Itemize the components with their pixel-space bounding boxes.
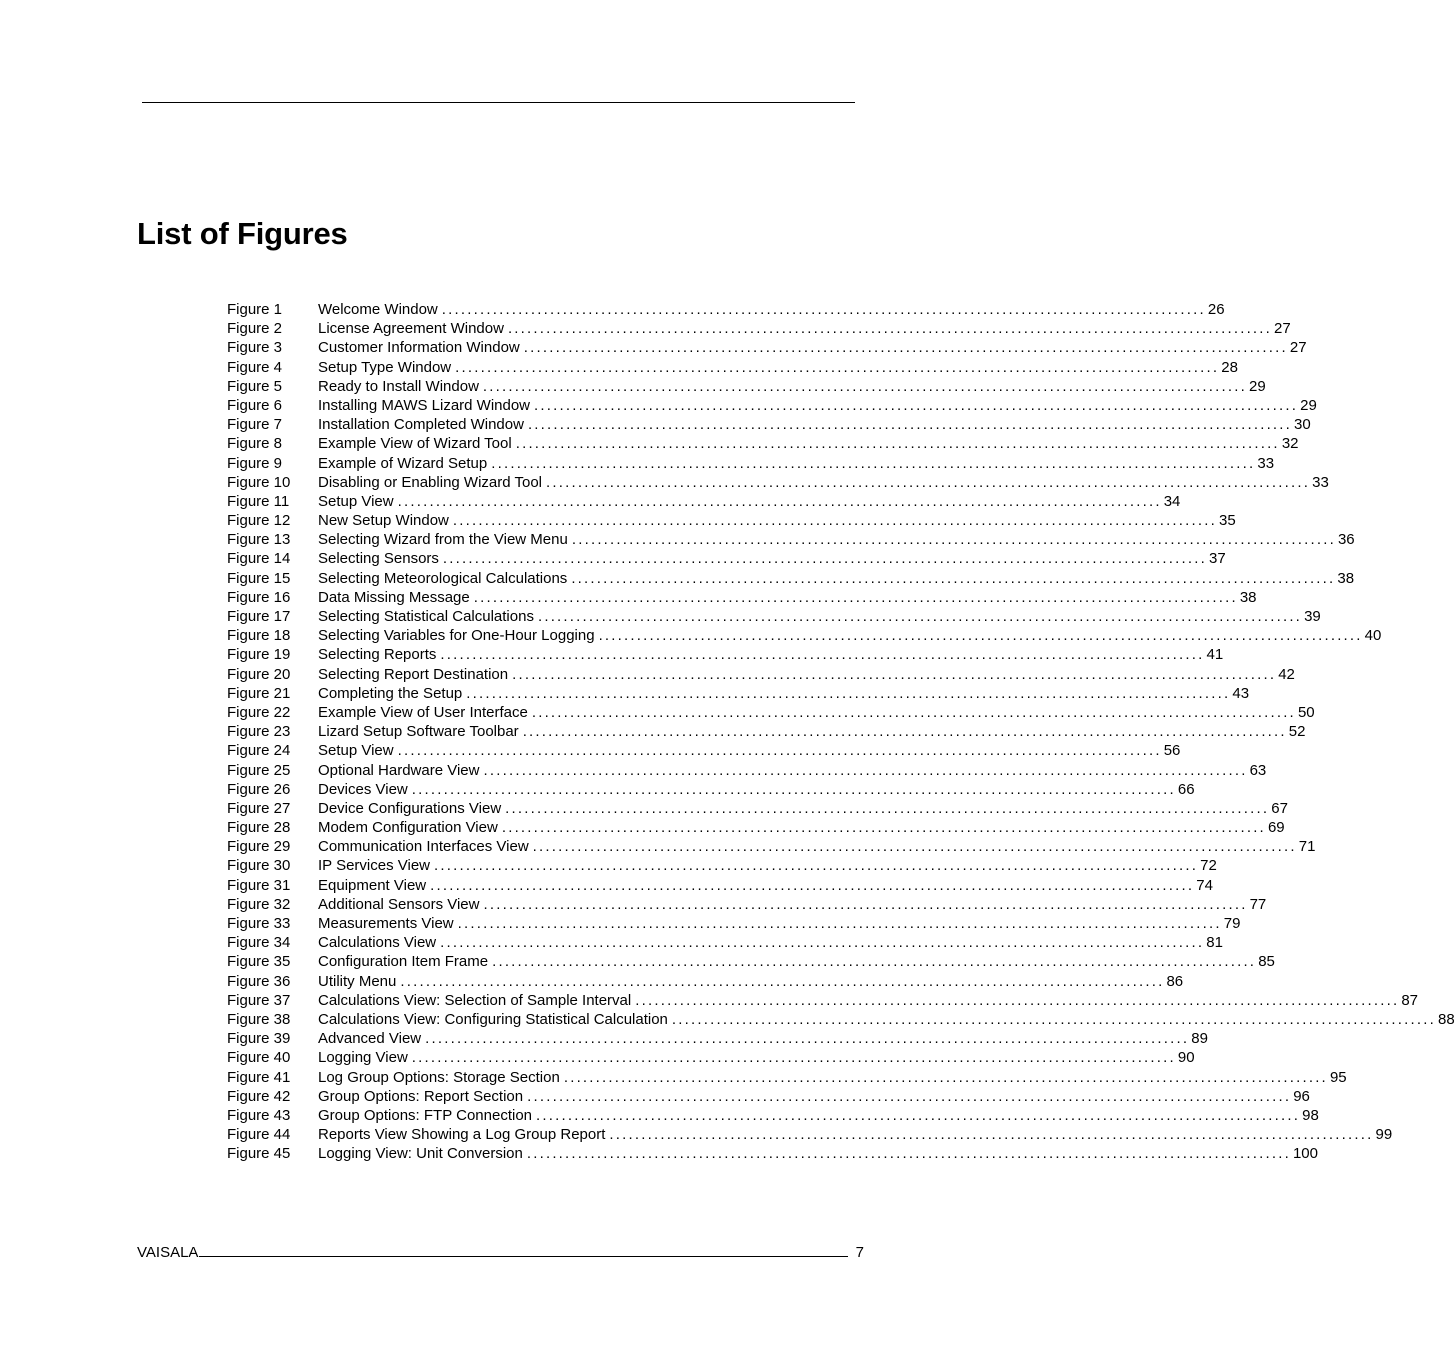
dot-leader: ........................................................................................................................ [507, 320, 1273, 338]
figure-number: Figure 19 [227, 646, 291, 664]
figure-entry[interactable] [227, 1087, 1310, 1106]
figure-title: Customer Information Window [318, 339, 520, 357]
figure-title: Ready to Install Window [318, 377, 479, 395]
figure-entry[interactable] [227, 511, 1236, 530]
figure-entry[interactable] [227, 607, 1321, 626]
figure-entry[interactable] [227, 703, 1315, 722]
figure-title: Selecting Wizard from the View Menu [318, 531, 568, 549]
page-title: List of Figures [137, 216, 348, 251]
dot-leader: ........................................................................................................................ [598, 627, 1363, 645]
figure-title: Example of Wizard Setup [318, 454, 488, 472]
figure-page-number: 29 [1300, 396, 1317, 414]
figure-entry[interactable] [227, 1125, 1393, 1144]
figure-title: Setup Type Window [318, 358, 452, 376]
dot-leader: ........................................................................................................................ [397, 742, 1162, 760]
dot-leader: ........................................................................................................................ [440, 934, 1205, 952]
figure-number: Figure 23 [227, 723, 291, 741]
figure-number: Figure 12 [227, 512, 291, 530]
figure-number: Figure 33 [227, 915, 291, 932]
figure-page-number: 96 [1293, 1087, 1310, 1105]
figure-title: Selecting Meteorological Calculations [318, 569, 568, 587]
figure-number: Figure 8 [227, 435, 283, 453]
figure-entry[interactable] [227, 722, 1306, 741]
figure-entry[interactable] [227, 933, 1223, 952]
dot-leader: ........................................................................................................................ [466, 684, 1231, 702]
figure-page-number: 33 [1312, 473, 1329, 491]
figure-number: Figure 27 [227, 799, 291, 817]
figure-page-number: 63 [1249, 761, 1267, 779]
dot-leader: ........................................................................................................................ [522, 723, 1287, 741]
figure-number: Figure 7 [227, 416, 283, 434]
figure-title: Selecting Statistical Calculations [318, 608, 534, 625]
figure-page-number: 38 [1337, 569, 1355, 587]
figure-page-number: 40 [1364, 627, 1382, 645]
figure-title: Logging View [318, 1049, 408, 1067]
figure-page-number: 52 [1288, 723, 1306, 741]
dot-leader: ........................................................................................................................ [483, 895, 1248, 913]
figure-page-number: 85 [1258, 953, 1275, 971]
figure-title: Data Missing Message [318, 588, 470, 606]
footer-page-number: 7 [855, 1244, 864, 1261]
figure-number: Figure 32 [227, 895, 291, 913]
dot-leader: ........................................................................................................................ [512, 665, 1277, 683]
figure-page-number: 77 [1249, 895, 1267, 913]
figure-title: Reports View Showing a Log Group Report [318, 1126, 606, 1144]
figure-entry[interactable] [227, 952, 1275, 971]
figure-title: Group Options: FTP Connection [318, 1106, 532, 1124]
figure-entry[interactable] [227, 300, 1225, 319]
dot-leader: ........................................................................................................................ [501, 819, 1266, 837]
header-rule [142, 102, 855, 103]
figure-title: Logging View: Unit Conversion [318, 1145, 523, 1163]
figure-entry[interactable] [227, 588, 1257, 607]
figure-title: Communication Interfaces View [318, 838, 529, 856]
dot-leader: ........................................................................................................................ [532, 838, 1297, 856]
figure-title: Example View of User Interface [318, 703, 528, 721]
figure-page-number: 81 [1206, 934, 1223, 952]
figure-title: Devices View [318, 780, 408, 798]
figure-title: Installation Completed Window [318, 416, 524, 434]
dot-leader: ........................................................................................................................ [609, 1126, 1374, 1144]
dot-leader: ........................................................................................................................ [441, 301, 1206, 318]
figure-entry[interactable] [227, 684, 1250, 703]
figure-title: Setup View [318, 742, 394, 760]
figure-title: Calculations View [318, 934, 437, 952]
figure-entry[interactable] [227, 319, 1291, 338]
list-of-figures [227, 300, 1455, 1163]
figure-page-number: 98 [1302, 1106, 1319, 1124]
figure-title: Completing the Setup [318, 684, 463, 702]
dot-leader: ........................................................................................................................ [442, 550, 1208, 568]
figure-number: Figure 45 [227, 1145, 291, 1163]
figure-title: Selecting Sensors [318, 550, 439, 568]
figure-page-number: 33 [1257, 454, 1275, 472]
figure-page-number: 86 [1166, 972, 1184, 990]
dot-leader: ........................................................................................................................ [571, 569, 1336, 587]
figure-page-number: 41 [1206, 646, 1224, 664]
figure-number: Figure 28 [227, 819, 291, 837]
figure-page-number: 27 [1289, 339, 1307, 357]
dot-leader: ........................................................................................................................ [473, 588, 1238, 606]
figure-entry[interactable] [227, 914, 1241, 933]
figure-page-number: 95 [1329, 1068, 1347, 1086]
figure-title: IP Services View [318, 857, 430, 875]
figure-page-number: 90 [1177, 1049, 1195, 1067]
figure-number: Figure 25 [227, 761, 291, 779]
dot-leader: ........................................................................................................................ [440, 646, 1205, 664]
figure-number: Figure 10 [227, 473, 291, 491]
figure-entry[interactable] [227, 377, 1266, 396]
figure-title: Additional Sensors View [318, 895, 480, 913]
dot-leader: ........................................................................................................................ [531, 703, 1296, 721]
dot-leader: ........................................................................................................................ [411, 780, 1176, 798]
figure-title: Calculations View: Selection of Sample Interval [318, 991, 632, 1009]
figure-title: Calculations View: Configuring Statistical Calculation [318, 1010, 668, 1028]
figure-title: License Agreement Window [318, 320, 504, 338]
figure-number: Figure 20 [227, 665, 291, 683]
dot-leader: ........................................................................................................................ [492, 953, 1257, 971]
dot-leader: ........................................................................................................................ [400, 972, 1165, 990]
dot-leader: ........................................................................................................................ [411, 1049, 1176, 1067]
dot-leader: ........................................................................................................................ [546, 473, 1311, 491]
page-footer [137, 1242, 864, 1261]
figure-title: Selecting Report Destination [318, 665, 509, 683]
figure-number: Figure 4 [227, 358, 283, 376]
figure-number: Figure 30 [227, 857, 291, 875]
figure-entry[interactable] [227, 876, 1213, 895]
figure-page-number: 43 [1232, 684, 1250, 702]
dot-leader: ........................................................................................................................ [515, 435, 1280, 453]
figure-title: Advanced View [318, 1030, 422, 1048]
figure-entry[interactable] [227, 1029, 1208, 1048]
figure-title: Selecting Variables for One-Hour Logging [318, 627, 595, 645]
figure-page-number: 39 [1304, 608, 1321, 625]
figure-title: Optional Hardware View [318, 761, 480, 779]
figure-title: Utility Menu [318, 972, 397, 990]
footer-rule [199, 1242, 847, 1257]
figure-page-number: 34 [1163, 492, 1181, 510]
dot-leader: ........................................................................................................................ [505, 799, 1270, 817]
figure-entry[interactable] [227, 780, 1195, 799]
dot-leader: ........................................................................................................................ [483, 761, 1248, 779]
figure-page-number: 32 [1281, 435, 1299, 453]
figure-number: Figure 39 [227, 1030, 291, 1048]
dot-leader: ........................................................................................................................ [397, 492, 1162, 510]
figure-entry[interactable] [227, 569, 1355, 588]
figure-title: New Setup Window [318, 512, 449, 530]
figure-title: Disabling or Enabling Wizard Tool [318, 473, 543, 491]
figure-number: Figure 6 [227, 396, 283, 414]
figure-number: Figure 2 [227, 320, 283, 338]
figure-page-number: 74 [1196, 876, 1213, 894]
figure-entry[interactable] [227, 626, 1382, 645]
figure-title: Group Options: Report Section [318, 1087, 524, 1105]
figure-number: Figure 22 [227, 703, 291, 721]
dot-leader: ........................................................................................................................ [425, 1030, 1190, 1048]
figure-number: Figure 18 [227, 627, 291, 645]
figure-entry[interactable] [227, 530, 1355, 549]
figure-number: Figure 17 [227, 608, 291, 625]
figure-number: Figure 34 [227, 934, 291, 952]
figure-number: Figure 9 [227, 454, 283, 472]
dot-leader: ........................................................................................................................ [527, 416, 1293, 434]
figure-entry[interactable] [227, 799, 1288, 818]
dot-leader: ........................................................................................................................ [534, 396, 1299, 414]
figure-title: Example View of Wizard Tool [318, 435, 512, 453]
dot-leader: ........................................................................................................................ [455, 358, 1220, 376]
figure-page-number: 26 [1207, 301, 1225, 318]
figure-page-number: 69 [1267, 819, 1285, 837]
dot-leader: ........................................................................................................................ [491, 454, 1256, 472]
figure-title: Welcome Window [318, 301, 438, 318]
figure-number: Figure 41 [227, 1068, 291, 1086]
figure-page-number: 42 [1278, 665, 1295, 683]
dot-leader: ........................................................................................................................ [571, 531, 1336, 549]
figure-entry[interactable] [227, 645, 1224, 664]
dot-leader: ........................................................................................................................ [536, 1106, 1301, 1124]
figure-page-number: 79 [1223, 915, 1241, 932]
figure-page-number: 27 [1274, 320, 1291, 338]
figure-number: Figure 43 [227, 1106, 291, 1124]
dot-leader: ........................................................................................................................ [457, 915, 1222, 932]
figure-entry[interactable] [227, 741, 1181, 760]
figure-entry[interactable] [227, 991, 1419, 1010]
figure-title: Selecting Reports [318, 646, 437, 664]
figure-page-number: 99 [1375, 1126, 1393, 1144]
figure-page-number: 66 [1177, 780, 1195, 798]
dot-leader: ........................................................................................................................ [527, 1087, 1292, 1105]
figure-entry[interactable] [227, 454, 1275, 473]
figure-page-number: 35 [1219, 512, 1236, 530]
figure-number: Figure 5 [227, 377, 283, 395]
dot-leader: ........................................................................................................................ [563, 1068, 1328, 1086]
figure-number: Figure 37 [227, 991, 291, 1009]
figure-page-number: 29 [1249, 377, 1266, 395]
figure-number: Figure 15 [227, 569, 291, 587]
figure-number: Figure 29 [227, 838, 291, 856]
figure-entry[interactable] [227, 837, 1316, 856]
figure-number: Figure 38 [227, 1010, 291, 1028]
figure-number: Figure 26 [227, 780, 291, 798]
figure-number: Figure 31 [227, 876, 291, 894]
figure-title: Modem Configuration View [318, 819, 498, 837]
figure-entry[interactable] [227, 549, 1226, 568]
figure-entry[interactable] [227, 338, 1307, 357]
figure-page-number: 30 [1294, 416, 1311, 434]
figure-entry[interactable] [227, 473, 1329, 492]
figure-page-number: 72 [1200, 857, 1217, 875]
figure-title: Installing MAWS Lizard Window [318, 396, 531, 414]
figure-page-number: 89 [1191, 1030, 1208, 1048]
figure-number: Figure 21 [227, 684, 291, 702]
figure-number: Figure 36 [227, 972, 291, 990]
figure-number: Figure 16 [227, 588, 291, 606]
figure-number: Figure 13 [227, 531, 291, 549]
dot-leader: ........................................................................................................................ [635, 991, 1400, 1009]
figure-title: Configuration Item Frame [318, 953, 489, 971]
figure-entry[interactable] [227, 434, 1299, 453]
figure-entry[interactable] [227, 1048, 1195, 1067]
figure-title: Setup View [318, 492, 394, 510]
figure-number: Figure 24 [227, 742, 291, 760]
figure-entry[interactable] [227, 818, 1285, 837]
figure-entry[interactable] [227, 358, 1238, 377]
figure-number: Figure 3 [227, 339, 283, 357]
dot-leader: ........................................................................................................................ [452, 512, 1218, 530]
figure-page-number: 88 [1438, 1010, 1455, 1028]
figure-entry[interactable] [227, 972, 1184, 991]
figure-number: Figure 35 [227, 953, 291, 971]
figure-entry[interactable] [227, 492, 1181, 511]
figure-number: Figure 11 [227, 492, 290, 510]
figure-entry[interactable] [227, 396, 1317, 415]
figure-number: Figure 14 [227, 550, 291, 568]
figure-title: Device Configurations View [318, 799, 502, 817]
figure-entry[interactable] [227, 856, 1217, 875]
figure-number: Figure 44 [227, 1126, 291, 1144]
figure-entry[interactable] [227, 1144, 1318, 1163]
figure-page-number: 67 [1271, 799, 1288, 817]
figure-page-number: 87 [1401, 991, 1419, 1009]
dot-leader: ........................................................................................................................ [671, 1010, 1437, 1028]
figure-entry[interactable] [227, 1010, 1455, 1029]
dot-leader: ........................................................................................................................ [434, 857, 1199, 875]
figure-entry[interactable] [227, 1106, 1319, 1125]
figure-entry[interactable] [227, 1068, 1347, 1087]
figure-title: Measurements View [318, 915, 454, 932]
figure-title: Equipment View [318, 876, 427, 894]
figure-number: Figure 1 [227, 301, 283, 318]
dot-leader: ........................................................................................................................ [523, 339, 1288, 357]
figure-page-number: 36 [1337, 531, 1355, 549]
dot-leader: ........................................................................................................................ [482, 377, 1248, 395]
figure-page-number: 38 [1239, 588, 1257, 606]
figure-page-number: 71 [1298, 838, 1316, 856]
dot-leader: ........................................................................................................................ [537, 608, 1303, 625]
figure-number: Figure 40 [227, 1049, 291, 1067]
figure-page-number: 100 [1292, 1145, 1318, 1163]
figure-page-number: 56 [1163, 742, 1181, 760]
figure-title: Log Group Options: Storage Section [318, 1068, 560, 1086]
figure-entry[interactable] [227, 415, 1311, 434]
figure-entry[interactable] [227, 761, 1267, 780]
figure-entry[interactable] [227, 665, 1295, 684]
figure-page-number: 37 [1209, 550, 1226, 568]
figure-entry[interactable] [227, 895, 1267, 914]
figure-title: Lizard Setup Software Toolbar [318, 723, 519, 741]
dot-leader: ........................................................................................................................ [430, 876, 1195, 894]
footer-brand: VAISALA [137, 1244, 199, 1261]
figure-page-number: 28 [1221, 358, 1238, 376]
figure-number: Figure 42 [227, 1087, 291, 1105]
dot-leader: ........................................................................................................................ [526, 1145, 1291, 1163]
figure-page-number: 50 [1297, 703, 1315, 721]
